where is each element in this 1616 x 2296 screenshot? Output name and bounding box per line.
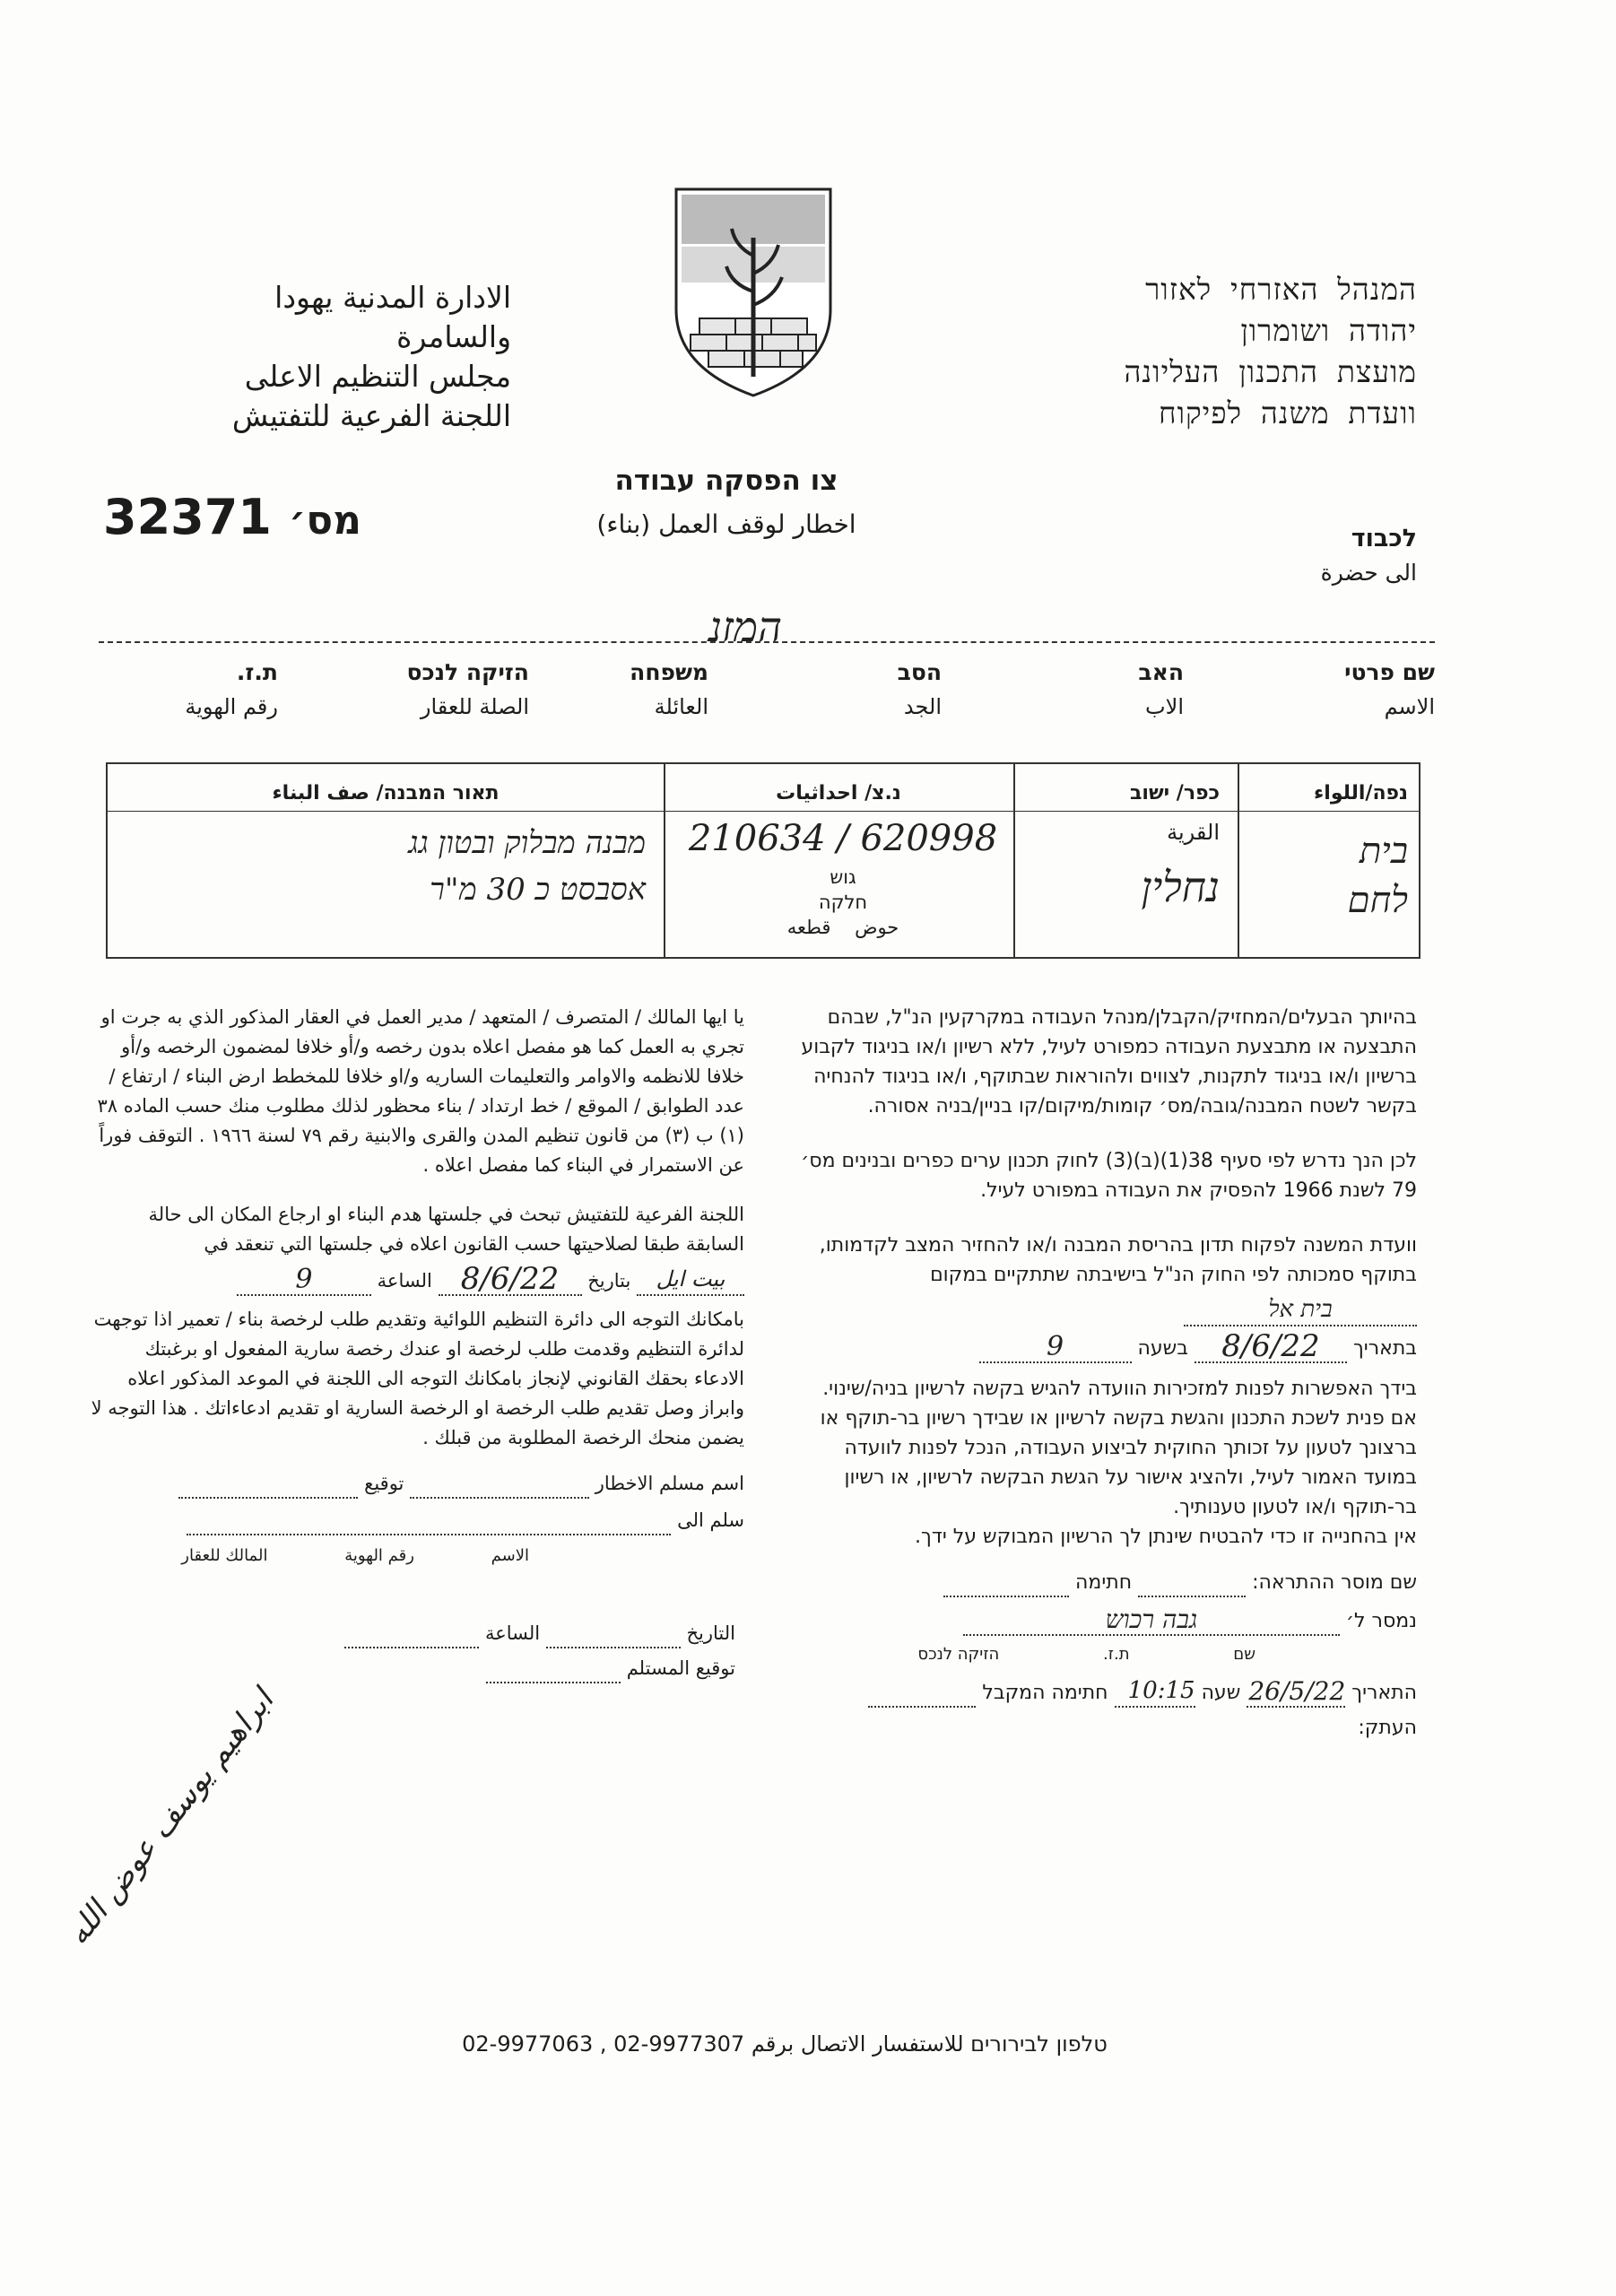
document-number <box>103 489 361 545</box>
person-col-ar: الاسم <box>1384 694 1435 719</box>
hebrew-para-3: וועדת המשנה לפקוח תדון בהריסת המבנה ו/או להחזיר המצב לקדמותו, בתוקף סמכותה לפי החוק הנ"ל בישיבתה שתתקיים במקום <box>819 1234 1417 1286</box>
notice-title <box>502 465 951 539</box>
hebrew-para-5: אין בהחנייה זו כדי להבטיח שינתן לך הרשיון המבוקש על ידך. <box>915 1526 1417 1548</box>
hebrew-date2-label: התאריך <box>1351 1682 1417 1704</box>
village-header: כפר/ ישוב <box>1130 782 1220 804</box>
hebrew-authority-header <box>1013 269 1417 434</box>
hebrew-recipient-sign-label: חתימה המקבל <box>982 1682 1108 1704</box>
coords-sublabels <box>682 865 1004 940</box>
person-col-he: הסב <box>897 659 942 685</box>
hebrew-para-1: בהיותך הבעלים/המחזיק/הקבלן/מנהל העבודה במקרקעין הנ"ל, שבהם התבצעה או מתבצעת העבודה כמפורט לעיל, ללא רשיון ו/או בניגוד לקבוע ברשיון ו/או בניגוד לתקנות, לצווים ולהוראות שבתוקף, ו/או בניגוד להנחיה בקשר לשטח המבנה/גובה/מס׳ קומות/מיקום/קו בניין/בניה אסורה. <box>801 1006 1417 1118</box>
person-col-he: ת.ז. <box>236 659 278 685</box>
person-col <box>341 659 529 719</box>
coords-header: נ.צ/ احداثيات <box>776 782 901 804</box>
district-value <box>1247 827 1408 926</box>
description-value <box>126 820 646 913</box>
hebrew-recipient-cols <box>798 1639 1417 1669</box>
hebrew-date-value: 8/6/22 <box>1195 1332 1347 1363</box>
hebrew-para-2: לכן הנך נדרש לפי סעיף 38(1)(ב)(3) לחוק תכנון ערים כפרים ובנינים מס׳ 79 לשנת 1966 להפסיק את העבודה במפורט לעיל. <box>801 1150 1417 1202</box>
arabic-notifier-row <box>90 1469 744 1499</box>
person-col <box>1255 659 1435 719</box>
hebrew-delivered-row <box>798 1605 1417 1636</box>
arabic-body <box>90 1003 744 1683</box>
arabic-delivered-line <box>187 1534 671 1535</box>
table-header-rule <box>108 811 1419 812</box>
table-divider <box>1013 764 1015 957</box>
hebrew-meeting-place <box>798 1295 1417 1326</box>
footer-phones: 02-9977063 , 02-9977307 <box>462 2031 745 2057</box>
person-col-ar: رقم الهوية <box>185 694 278 719</box>
arabic-para-2: اللجنة الفرعية للتفتيش تبحث في جلستها هدم البناء او ارجاع المكان الى حالة السابقة طبقا لصلاحيتها حسب القانون اعلاه في جلستها التي تنعقد في <box>148 1204 744 1255</box>
person-columns <box>99 659 1435 740</box>
arabic-header-line: مجلس التنظيم الاعلى <box>244 359 511 394</box>
village-value: נחלין <box>1141 863 1220 911</box>
hebrew-hour2-value: 10:15 <box>1115 1676 1195 1708</box>
hebrew-header-line: וועדת משנה לפיקוח <box>1159 396 1417 430</box>
person-col <box>762 659 942 719</box>
property-table <box>106 762 1421 959</box>
arabic-recipient-sign-row <box>90 1654 744 1683</box>
hebrew-meeting-date <box>798 1328 1417 1364</box>
arabic-meeting-row <box>90 1261 744 1297</box>
arabic-date-value: 8/6/22 <box>439 1265 582 1296</box>
arabic-para-1: يا ايها المالك / المتصرف / المتعهد / مدير العمل في العقار المذكور الذي به جرت او تجري به العمل كما هو مفصل اعلاه بدون رخصه و/أو خلافا لمضمون الرخصه و/أو خلافا للانظمه والاوامر والتعليمات الساريه و/او خلافا للمخطط ارض البناء / ارتفاع / عدد الطوابق / الموقع / خط ارتداد / بناء محظور لذلك مطلوب منك حسب الماده ٣٨ (١) ب (٣) من قانون تنظيم المدن والقرى والابنية رقم ٧٩ لسنة ١٩٦٦ . التوقف فوراً عن الاستمرار في البناء كما مفصل اعلاه . <box>97 1006 744 1176</box>
recipient-col: المالك للعقار <box>181 1546 268 1565</box>
recipient-col: الاسم <box>491 1546 529 1565</box>
description-value-line: מבנה מבלוק ובטון גג <box>408 825 646 861</box>
arabic-date2-line <box>546 1647 681 1648</box>
hebrew-officer-sign-label: חתימה <box>1075 1571 1133 1594</box>
recipient-col: הזיקה לנכס <box>917 1645 1000 1664</box>
arabic-hour-label: الساعة <box>377 1270 432 1292</box>
hebrew-body <box>798 1003 1417 1743</box>
hebrew-hour2-label: שעה <box>1201 1682 1241 1704</box>
person-col-he: שם פרטי <box>1344 659 1435 685</box>
person-col-he: האב <box>1138 659 1184 685</box>
arabic-recipient-sign-line <box>486 1682 621 1683</box>
document-number-label: מס׳ <box>288 498 361 544</box>
hebrew-officer-line <box>1138 1596 1246 1597</box>
hebrew-recipient-sign-line <box>868 1706 976 1708</box>
coords-sub-label: قطعه <box>786 917 831 938</box>
table-divider <box>664 764 665 957</box>
person-col-ar: الاب <box>1145 694 1184 719</box>
handwritten-margin-note: ابراهيم يوسف عوض الله <box>59 1683 282 1952</box>
title-hebrew: צו הפסקה עבודה <box>614 465 838 497</box>
arabic-sign-label: توقيع <box>364 1473 404 1494</box>
arabic-header-line: والسامرة <box>396 319 511 354</box>
footer-text: טלפון לבירורים للاستفسار الاتصال برقم <box>751 2031 1108 2057</box>
arabic-delivered-row <box>90 1506 744 1535</box>
person-col <box>99 659 278 719</box>
arabic-delivered-label: سلم الى <box>677 1509 744 1531</box>
table-divider <box>1238 764 1239 957</box>
hebrew-date2-value: 26/5/22 <box>1247 1676 1345 1708</box>
recipient-col: שם <box>1233 1645 1255 1664</box>
person-col <box>1004 659 1184 719</box>
arabic-place-value: بيت ايل <box>637 1265 744 1296</box>
arabic-header-line: الادارة المدنية يهودا <box>274 280 511 315</box>
coords-value: 210634 / 620998 <box>688 818 998 859</box>
recipient-col: ת.ז. <box>1103 1645 1130 1664</box>
person-col-he: משפחה <box>630 659 708 685</box>
person-col-ar: الجد <box>903 694 942 719</box>
coords-sub-label: حوض <box>855 917 899 938</box>
person-col-ar: العائلة <box>654 694 708 719</box>
arabic-receipt-date-row <box>90 1619 744 1648</box>
district-value-line: לחם <box>1347 880 1408 921</box>
arabic-hour2-line <box>344 1647 479 1648</box>
arabic-recipient-sign-label: توقيع المستلم <box>626 1657 735 1679</box>
footer-contact <box>135 2031 1435 2057</box>
hebrew-header-line: יהודה ושומרון <box>1240 313 1417 348</box>
hebrew-header-line: מועצת התכנון העליונה <box>1124 354 1417 389</box>
village-header-ar: القرية <box>1167 820 1220 845</box>
recipient-col: رقم الهوية <box>344 1546 414 1565</box>
hebrew-place-value: בית אל <box>1184 1295 1417 1326</box>
addressee-line <box>99 641 1435 643</box>
arabic-authority-header <box>99 278 511 436</box>
addressee-handwritten-name: המזנ <box>708 603 783 651</box>
description-value-line: אסבסט כ 30 מ"ר <box>430 872 646 908</box>
addressee-hebrew-label: לכבוד <box>1351 525 1417 552</box>
arabic-date-label: بتاريخ <box>587 1270 631 1292</box>
hebrew-hour-label: בשעה <box>1137 1337 1188 1360</box>
hebrew-delivered-label: נמסר ל׳ <box>1345 1610 1417 1632</box>
arabic-notifier-line <box>410 1497 589 1499</box>
coords-sub-label: גוש <box>830 866 856 888</box>
coords-sub-label: חלקה <box>818 891 868 913</box>
hebrew-delivered-value: גבה רכוש <box>963 1605 1340 1636</box>
civil-administration-emblem <box>673 184 834 399</box>
hebrew-officer-label: שם מוסר ההתראה: <box>1252 1571 1417 1594</box>
hebrew-date-label: בתאריך <box>1352 1337 1417 1360</box>
title-arabic: اخطار لوقف العمل (بناء) <box>596 509 856 539</box>
person-col-ar: الصلة للعقار <box>420 694 529 719</box>
arabic-notifier-label: اسم مسلم الاخطار <box>595 1473 744 1494</box>
addressee-arabic-label: الى حضرة <box>1320 560 1417 586</box>
arabic-header-line: اللجنة الفرعية للتفتيش <box>231 398 511 433</box>
hebrew-officer-sign-line <box>943 1596 1069 1597</box>
arabic-hour2-label: الساعة <box>484 1622 541 1644</box>
addressee-labels <box>1238 525 1417 586</box>
hebrew-copy-label: העתק: <box>1358 1717 1417 1739</box>
arabic-recipient-cols <box>90 1541 744 1570</box>
person-col-he: הזיקה לנכס <box>406 659 529 685</box>
hebrew-para-4: בידך האפשרות לפנות למזכירות הוועדה להגיש בקשה לרשיון בניה/שינוי. אם פנית לשכת התכנון והגשת בקשה לרשיון או שבידך רשיון בר-תוקף או ברצונך לטעון על זכותך החוקית לביצוע העבודה, הנכל לפנות לוועדה במועד האמור לעיל, ולהציג אישור על הגשת הבקשה לרשיון, או רשיון בר-תוקף ו/או לטעון טענותיך. <box>820 1378 1417 1518</box>
hebrew-receipt-row <box>798 1676 1417 1708</box>
district-header: נפה/اللواء <box>1314 782 1408 804</box>
hebrew-officer-row <box>798 1568 1417 1597</box>
arabic-date2-label: التاريخ <box>686 1622 735 1644</box>
hebrew-header-line: המנהל האזרחי לאזור <box>1145 272 1417 307</box>
arabic-para-3: بامكانك التوجه الى دائرة التنظيم اللوائية وتقديم طلب لرخصة بناء / تعمير اذا توجهت لدائرة التنظيم وقدمت طلب لرخصة او عندك رخصة سارية المفعول او برغبتك الادعاء بحقك القانوني لإنجاز بامكانك التوجه الى اللجنة في الموعد المذكور اعلاه وابراز وصل تقديم طلب الرخصة او الرخصة السارية او تقديم ادعاءاتك . هذا التوجه لا يضمن منحك الرخصة المطلوبة من قبلك . <box>91 1309 744 1448</box>
description-header: תאור המבנה/ صف البناء <box>272 782 500 804</box>
hebrew-hour-value: 9 <box>979 1332 1132 1363</box>
district-value-line: בית <box>1359 831 1408 872</box>
person-col <box>529 659 708 719</box>
arabic-sign-line <box>178 1497 358 1499</box>
document-number-value: 32371 <box>103 489 272 545</box>
arabic-hour-value: 9 <box>237 1265 371 1296</box>
